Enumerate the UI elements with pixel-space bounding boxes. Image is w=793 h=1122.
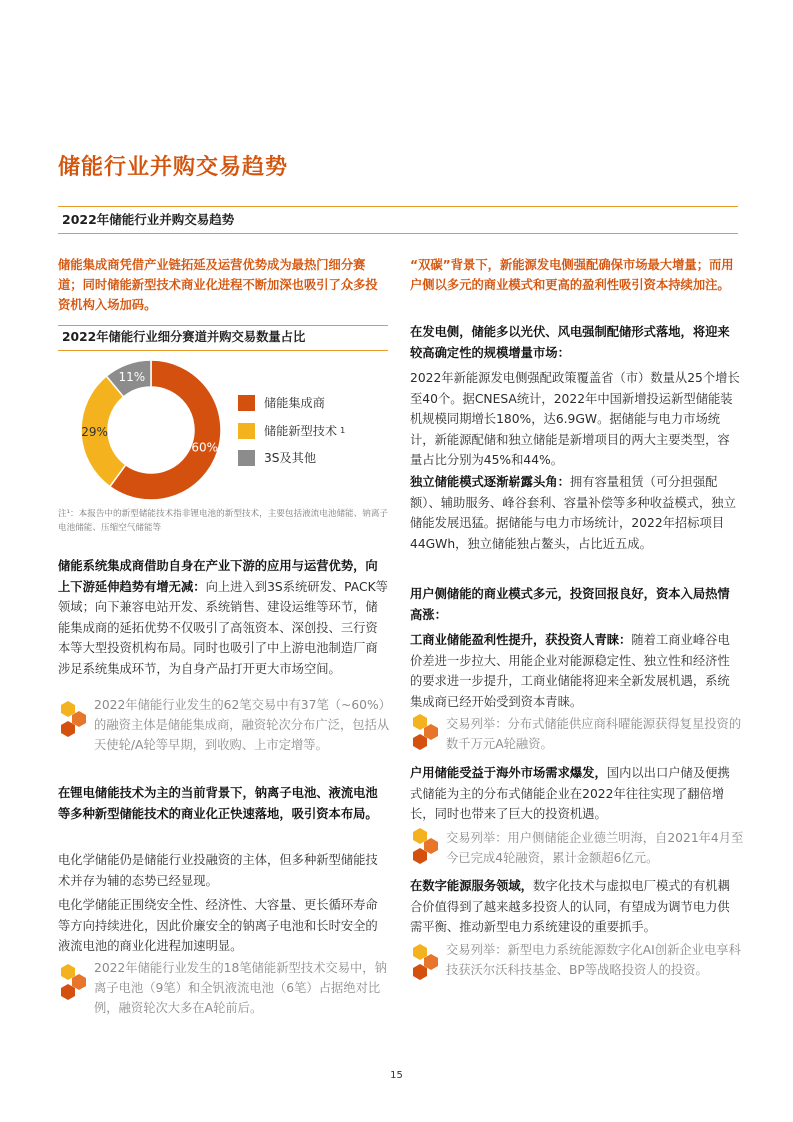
donut-chart (58, 360, 258, 500)
right-paragraph-6-body: 国内以出口户储及便携式储能为主的分布式储能企业在2022年往往实现了翻倍增长，同时也带来了巨大的投资机遇。 (410, 766, 730, 821)
chart-area (58, 360, 388, 500)
hexagon-icon (58, 964, 88, 1014)
left-paragraph-3: 电化学储能仍是储能行业投融资的主体，但多种新型储能技术并存为辅的态势已经显现。 (58, 853, 378, 888)
right-paragraph-3-body: 拥有容量租赁（可分担强配额）、辅助服务、峰谷套利、容量补偿等多种收益模式，独立储能发展迅猛。据储能与电力市场统计，2022年招标项目44GWh，独立储能独占鳌头，占比近五成。 (410, 475, 736, 551)
right-paragraph-5-body: 随着工商业峰谷电价差进一步拉大、用能企业对能源稳定性、独立性和经济性的要求进一步提升，工商业储能将迎来全新发展机遇，系统集成商已经开始受到资本青睐。 (410, 633, 730, 709)
left-headline: 储能集成商凭借产业链拓延及运营优势成为最热门细分赛道；同时储能新型技术商业化进程不断加深也吸引了众多投资机构入场加码。 (58, 258, 378, 312)
note-3: 交易列举：分布式储能供应商科曜能源获得复星投资的数千万元A轮融资。 (446, 717, 742, 751)
data-label-3s: 11% (118, 369, 146, 384)
right-paragraph-6-lead: 户用储能受益于海外市场需求爆发， (410, 766, 607, 780)
right-paragraph-6 (410, 763, 740, 825)
right-paragraph-7 (410, 876, 740, 938)
legend-label-3s: 3S及其他 (264, 451, 317, 465)
right-paragraph-3 (410, 472, 740, 554)
note-block-1 (58, 695, 391, 785)
note-block-2 (58, 958, 388, 1028)
left-paragraph-1-body: 向上进入到3S系统研发、PACK等领域；向下兼容电站开发、系统销售、建设运维等环节，储能集成商的延拓优势不仅吸引了高瓴资本、深创投、三行资本等大型投资机构布局。同时也吸引了中上游电池制造厂商涉足系统集成环节，为自身产品打开更大市场空间。 (58, 579, 388, 676)
note-block-5 (410, 940, 740, 1010)
hexagon-icon (58, 701, 88, 751)
left-paragraph-4: 电化学储能正围绕安全性、经济性、大容量、更长循环寿命等方向持续进化，因此价廉安全的钠离子电池和长时安全的液流电池的商业化进程加速明显。 (58, 898, 378, 953)
chart-title: 2022年储能行业细分赛道并购交易数量占比 (58, 325, 388, 351)
hexagon-icon (410, 944, 440, 994)
right-paragraph-4: 用户侧储能的商业模式多元，投资回报良好，资本入局热情高涨： (410, 587, 730, 622)
note-2: 2022年储能行业发生的18笔储能新型技术交易中，钠离子电池（9笔）和全钒液流电池（6笔）占据绝对比例，融资轮次大多在A轮前后。 (94, 961, 387, 1015)
legend-label-integrator: 储能集成商 (264, 396, 325, 410)
page-number: 15 (390, 1070, 403, 1081)
legend-swatch-integrator (238, 395, 255, 411)
legend-swatch-new-tech (238, 423, 255, 439)
note-1: 2022年储能行业发生的62笔交易中有37笔（~60%）的融资主体是储能集成商，融资轮次分布广泛，包括从天使轮/A轮等早期，到收购、上市定增等。 (94, 698, 391, 752)
right-headline: “双碳”背景下，新能源发电侧强配确保市场最大增量；而用户侧以多元的商业模式和更高的盈利性吸引资本持续加注。 (410, 258, 734, 292)
note-block-3 (410, 714, 740, 764)
section-title: 2022年储能行业并购交易趋势 (58, 206, 738, 234)
hexagon-icon (410, 714, 440, 764)
right-paragraph-7-lead: 在数字能源服务领域， (410, 879, 533, 893)
note-block-4 (410, 828, 744, 878)
right-paragraph-3-lead: 独立储能模式逐渐崭露头角： (410, 475, 570, 489)
left-paragraph-2: 在锂电储能技术为主的当前背景下，钠离子电池、液流电池等多种新型储能技术的商业化正快速落地，吸引资本布局。 (58, 786, 378, 821)
right-paragraph-7-body: 数字化技术与虚拟电厂模式的有机耦合价值得到了越来越多投资人的认同，有望成为调节电力供需平衡、推动新型电力系统建设的重要抓手。 (410, 879, 730, 934)
legend-label-new-tech: 储能新型技术 (264, 424, 338, 438)
left-paragraph-1-lead: 储能系统集成商借助自身在产业下游的应用与运营优势，向上下游延伸趋势有增无减： (58, 559, 378, 594)
right-paragraph-5-lead: 工商业储能盈利性提升，获投资人青睐： (410, 633, 632, 647)
legend-swatch-3s (238, 450, 255, 466)
left-paragraph-1 (58, 556, 388, 679)
data-label-new-tech: 29% (81, 424, 108, 439)
note-4: 交易列举：用户侧储能企业德兰明海，自2021年4月至今已完成4轮融资，累计金额超6亿元。 (446, 831, 744, 865)
page-title: 储能行业并购交易趋势 (58, 155, 289, 180)
data-label-integrator: 60% (191, 440, 219, 455)
right-paragraph-5 (410, 630, 740, 712)
right-paragraph-2: 2022年新能源发电侧强配政策覆盖省（市）数量从25个增长至40个。据CNESA统计，2022年中国新增投运新型储能装机规模同期增长180%，达6.9GW。据储能与电力市场统计，新能源配储和独立储能是新增项目的两大主要类型，容量占比分别为45%和44%。 (410, 371, 740, 467)
hexagon-icon (410, 828, 440, 878)
footnote: 注¹：本报告中的新型储能技术指非锂电池的新型技术，主要包括液流电池储能、钠离子电池储能、压缩空气储能等 (58, 509, 389, 533)
legend-sup: 1 (340, 426, 346, 435)
right-paragraph-1: 在发电侧，储能多以光伏、风电强制配储形式落地，将迎来较高确定性的规模增量市场： (410, 325, 730, 360)
note-5: 交易列举：新型电力系统能源数字化AI创新企业电享科技获沃尔沃科技基金、BP等战略投资人的投资。 (446, 943, 741, 977)
